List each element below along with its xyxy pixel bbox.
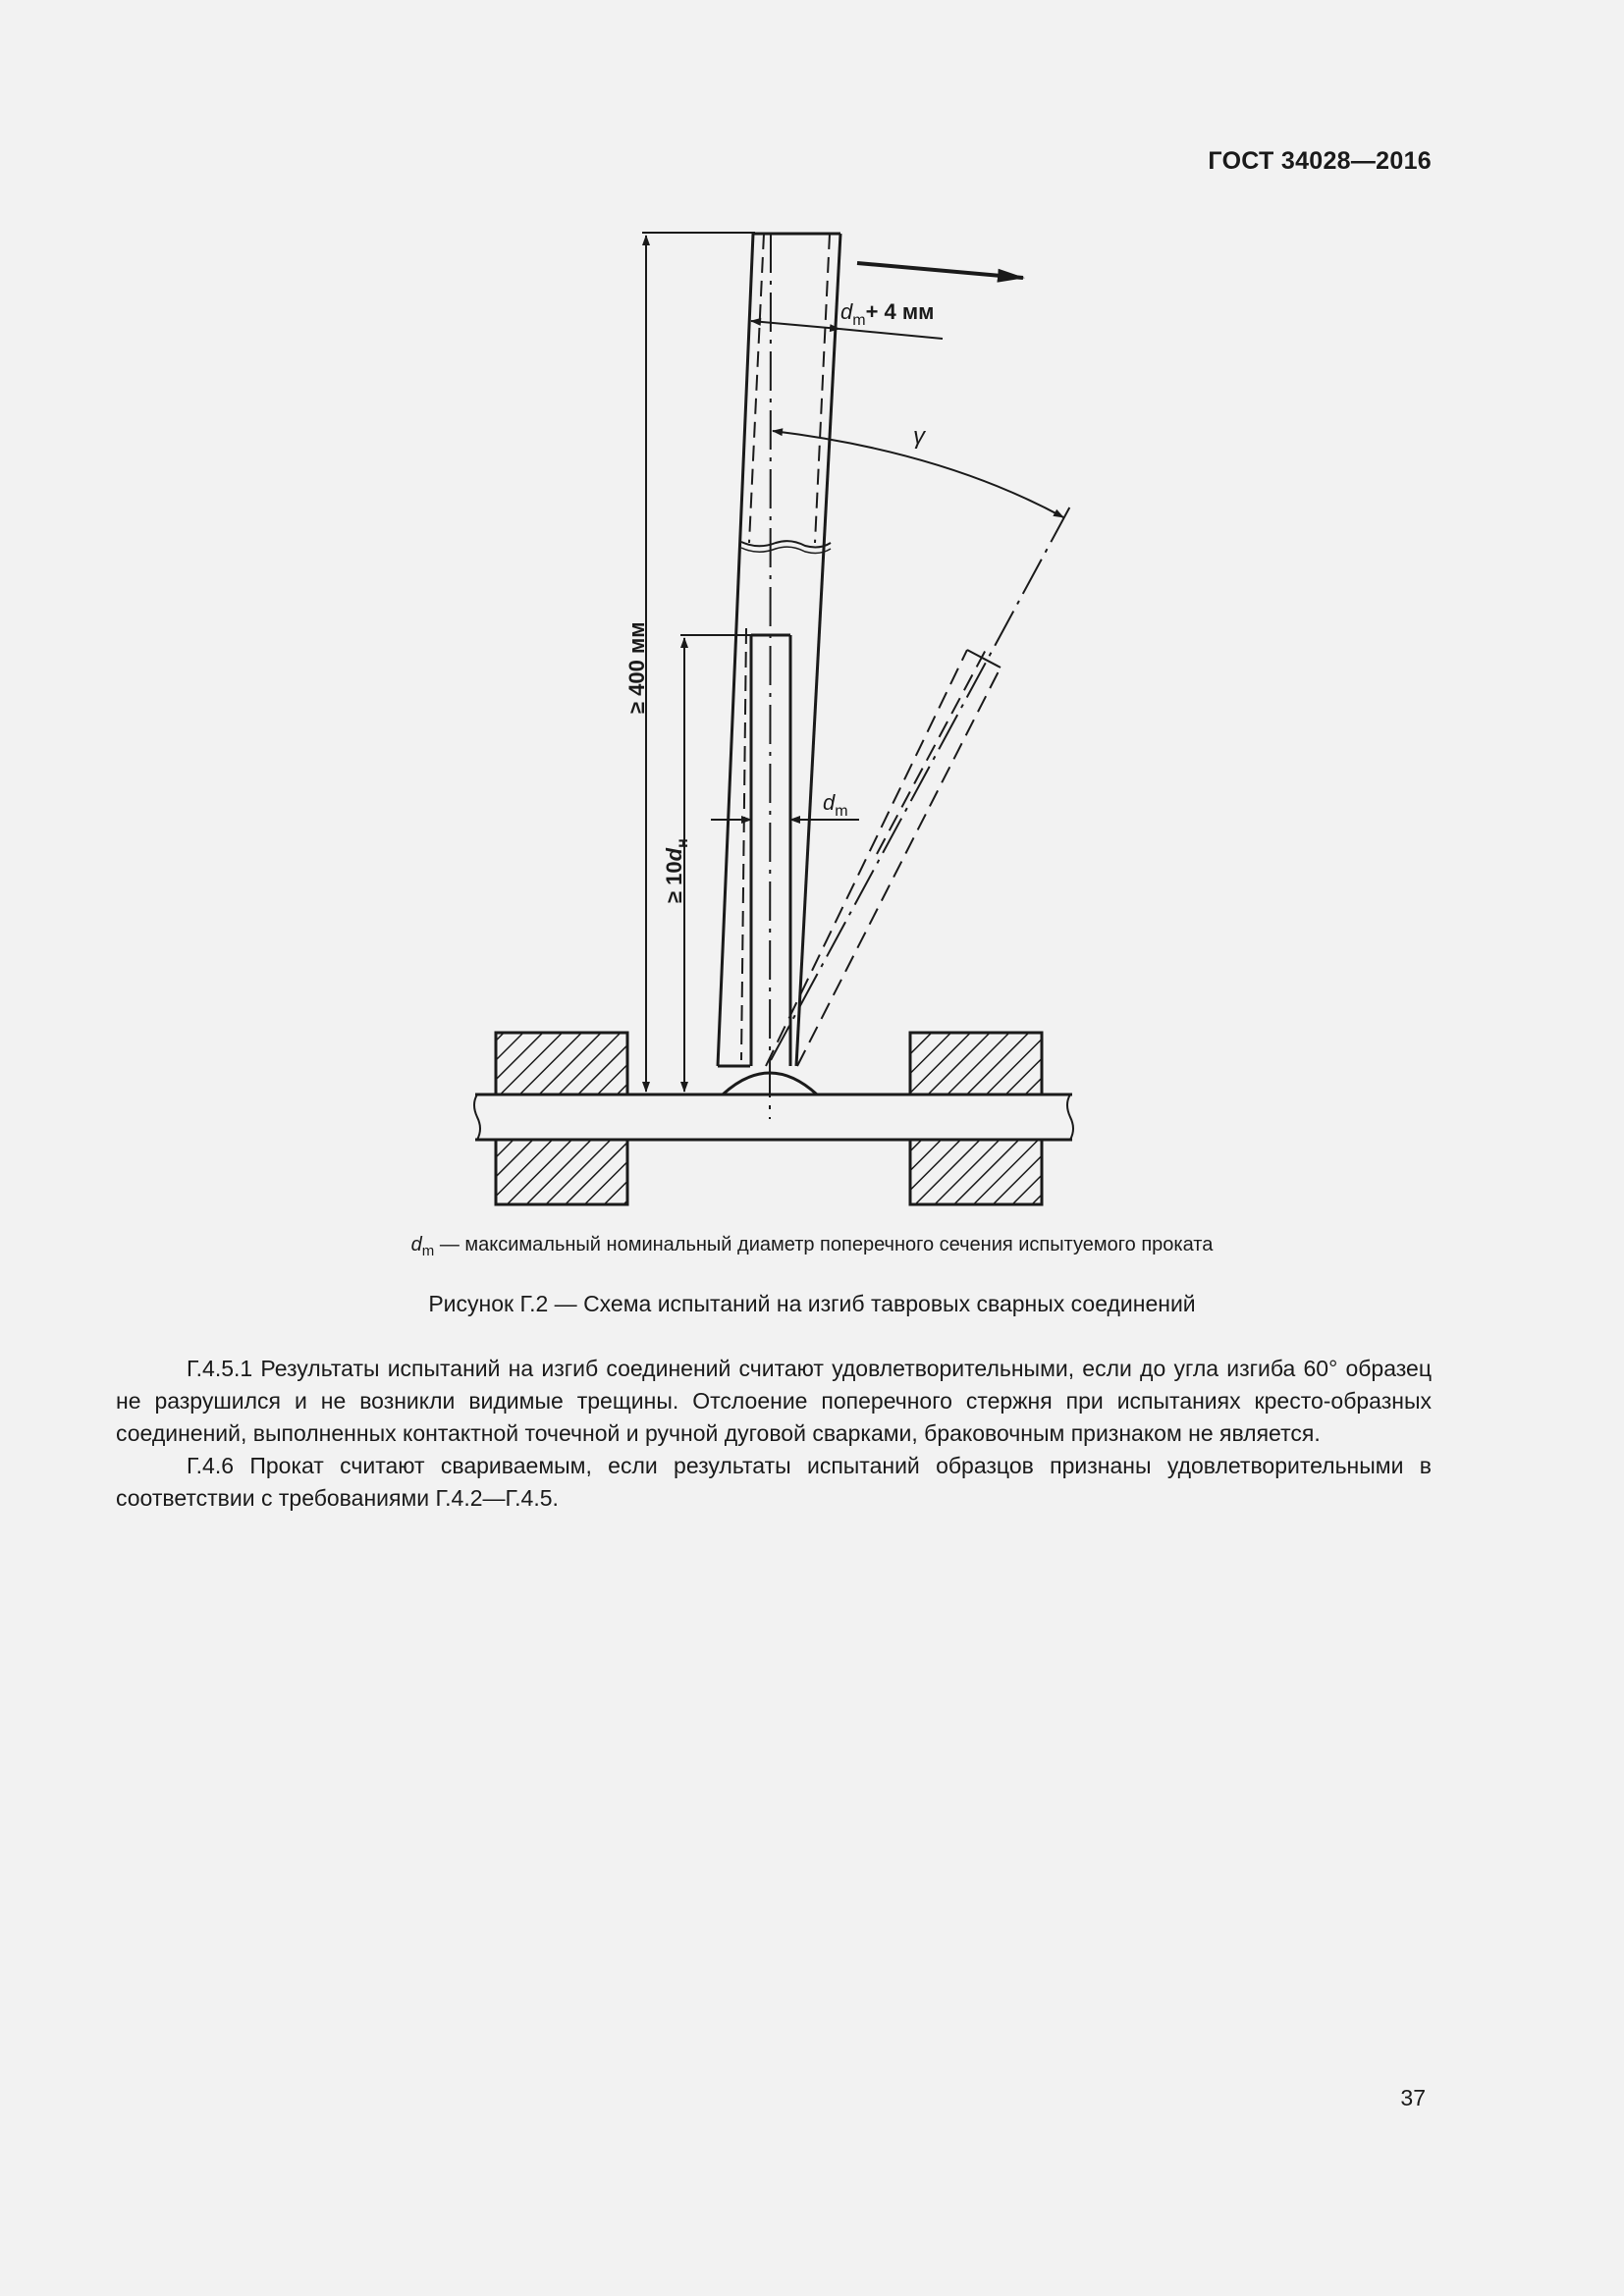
legend-text: — максимальный номинальный диаметр поперечного сечения испытуемого проката [434,1234,1214,1255]
dim-rod-diameter [711,790,859,820]
paragraph-g451: Г.4.5.1 Результаты испытаний на изгиб соединений считают удовлетворительными, если до угла изгиба 60° образец не разрушился и не возникли видимые трещины. Отслоение поперечного стержня при испытаниях кресто-образных соединений, выполненных контактной точечной и ручной дуговой сварками, браковочным признаком не является. [116,1356,1432,1446]
support-right-lower [910,1140,1042,1204]
figure-caption: Рисунок Г.2 — Схема испытаний на изгиб тавровых сварных соединений [428,1291,1196,1316]
label-400mm: ≥ 400 мм [624,621,649,714]
label-gamma: γ [913,423,925,450]
label-dm-plus-4: $d_m+ 4$ мм [840,299,935,329]
page-number: 37 [1400,2085,1426,2110]
force-arrow [857,263,1023,278]
support-left-upper [496,1033,627,1095]
base-bar [474,1095,1073,1140]
support-left-lower [496,1140,627,1204]
document-header: ГОСТ 34028—2016 [1208,147,1432,175]
body-text [116,1353,1432,1515]
legend-subscript: m [421,1243,435,1259]
paragraph-g46: Г.4.6 Прокат считают свариваемым, если результаты испытаний образцов признаны удовлетворительными в соответствии с требованиями Г.4.2—Г.4.5. [116,1453,1432,1511]
dim-rod-height [662,635,751,1092]
figure-legend [0,1234,1624,1259]
dim-mandrel-diameter [751,299,943,339]
label-10dh: ≥ $10d_н$ [662,838,691,903]
label-dm: $d_m$ [823,790,848,820]
support-right-upper [910,1033,1042,1095]
legend-symbol: d [410,1234,422,1255]
mandrel-tube [718,234,840,1119]
